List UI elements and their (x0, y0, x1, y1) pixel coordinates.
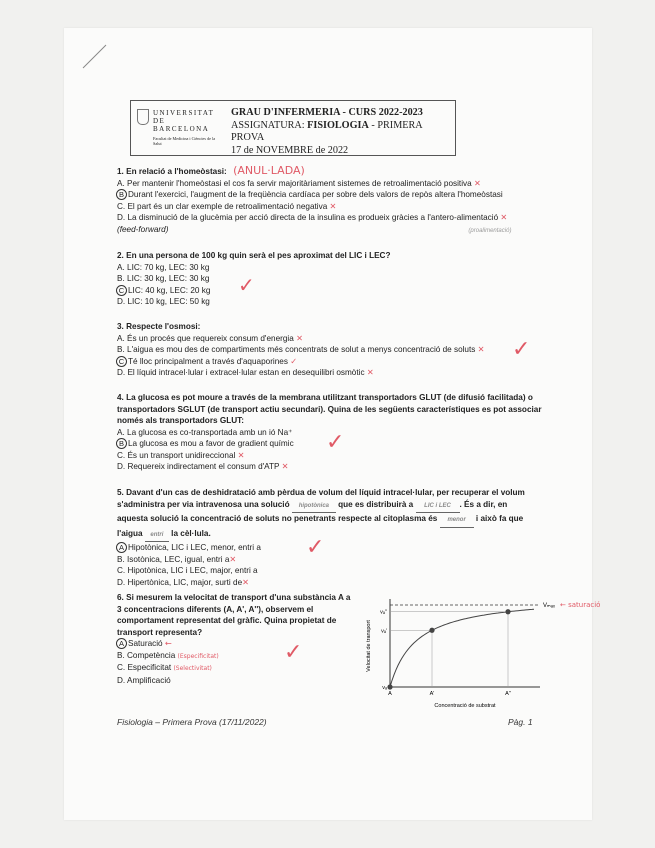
blank-2: LIC i LEC (416, 501, 460, 514)
footer-left: Fisiologia – Primera Prova (17/11/2022) (117, 717, 267, 727)
option-b: B. Isotònica, LEC, igual, entri a✕ (117, 553, 237, 564)
y-tick-label: vₐ'' (380, 609, 387, 616)
question-stem-line-3: comportament representat del gràfic. Quina propietat de (117, 616, 337, 625)
option-b: B. L'aigua es mou des de compartiments més concentrats de solut a menys concentració de soluts ✕ (117, 344, 485, 354)
option-c: C. Hipotònica, LIC i LEC, major, entri a (117, 566, 258, 575)
question-3 (117, 321, 547, 379)
check-mark: ✓ (284, 640, 303, 665)
university-name: UNIVERSITAT DE BARCELONA (153, 109, 215, 133)
degree-title: GRAU D'INFERMERIA - CURS 2022-2023 (231, 107, 423, 118)
blank-1: hipotònica (292, 501, 336, 514)
check-mark: ✓ (306, 535, 325, 560)
option-b: B Durant l'exercici, l'augment de la freqüència cardíaca per sobre dels valors de repòs altera l'homeòstasi (117, 189, 547, 201)
transport-rate-chart (360, 595, 601, 715)
question-2 (117, 250, 547, 308)
option-a: A. LIC: 70 kg, LEC: 30 kg (117, 262, 210, 272)
university-logo (139, 109, 219, 146)
option-d: D. El líquid intracel·lular i extracel·lular estan en desequilibri osmòtic ✕ (117, 367, 374, 377)
option-d: D. LIC: 10 kg, LEC: 50 kg (117, 297, 210, 306)
option-b: B La glucosa es mou a favor de gradient químic (117, 438, 547, 450)
option-d: D. Amplificació (117, 675, 171, 685)
check-mark: ✓ (326, 430, 345, 455)
page-number: Pàg. 1 (508, 717, 533, 727)
x-tick-label: A (388, 691, 392, 697)
faculty-name: Facultat de Medicina i Ciències de la Salut (153, 136, 216, 146)
option-d: D. Hipertònica, LIC, major, surti de✕ (117, 576, 250, 587)
option-d: D. Requereix indirectament el consum d'ATP ✕ (117, 461, 289, 471)
option-c: C Té lloc principalment a través d'aquaporines ✓ (117, 356, 547, 368)
option-d-continued: (feed-forward) (proalimentació) (117, 224, 512, 234)
question-stem-line-1: 6. Si mesurem la velocitat de transport d'una substància A a (117, 593, 351, 602)
data-point (505, 609, 510, 614)
question-6 (117, 592, 357, 686)
question-stem-line-2: transportadors SGLUT (de transport actiu secundari). Quina de les següents característiques es pot associar (117, 404, 542, 414)
option-c: C LIC: 40 kg, LEC: 20 kg (117, 285, 547, 297)
option-a: A. És un procés que requereix consum d'energia ✕ (117, 332, 303, 343)
question-stem: 1. En relació a l'homeòstasi: (117, 167, 227, 176)
x-axis-label: Concentració de substrat (434, 703, 496, 709)
exam-title-block (231, 107, 455, 157)
option-b: B. LIC: 30 kg, LEC: 30 kg (117, 274, 210, 283)
question-1 (117, 165, 547, 237)
y-tick-label: vₐ (382, 685, 387, 691)
question-stem-line-2: s'administra per via intravenosa una solució hipotònica que es distribuirà a LIC i LEC . És a dir, en (117, 499, 547, 514)
x-tick-label: A'' (505, 691, 511, 697)
option-d: D. La disminució de la glucèmia per acció directa de la insulina es produeix gràcies a l'antero-alimentació ✕ (117, 212, 508, 222)
saturation-curve (390, 609, 534, 687)
vmax-label: Vₘₐₓ (543, 603, 555, 609)
option-a: A. La glucosa es co-transportada amb un ió Na⁺ (117, 427, 293, 437)
vmax-annotation: ← saturació (560, 601, 601, 609)
blank-3: menor (440, 515, 474, 528)
check-mark: ✓ (238, 273, 255, 297)
pencil-note: (proalimentació) (468, 227, 512, 234)
option-a: A. Per mantenir l'homeòstasi el cos fa servir majoritàriament sistemes de retroalimentació positiva ✕ (117, 177, 481, 188)
check-mark: ✓ (512, 337, 531, 362)
option-b: B. Competència (Especificitat) (117, 650, 219, 660)
question-5 (117, 487, 547, 588)
blank-4: entri (145, 530, 169, 543)
pencil-stroke (80, 42, 110, 72)
option-c: C. És un transport unidireccional ✕ (117, 449, 245, 460)
question-stem: 2. En una persona de 100 kg quin serà el pes aproximat del LIC i LEC? (117, 251, 391, 260)
subject-line: ASSIGNATURA: FISIOLOGIA - PRIMERA PROVA (231, 119, 423, 143)
question-stem-line-3: només als transportadors GLUT: (117, 416, 244, 425)
annulled-mark: (ANUL·LADA) (233, 164, 305, 177)
question-stem: 3. Respecte l'osmosi: (117, 322, 201, 331)
question-stem-line-3: aquesta solució la concentració de soluts no penetrants respecte al citoplasma és menor i això fa que (117, 513, 547, 528)
question-stem-line-4: transport representa? (117, 627, 203, 637)
option-a: A Saturació ← (117, 638, 357, 650)
option-c: C. Especificitat (Selectivitat) (117, 663, 212, 672)
exam-header (130, 100, 456, 156)
data-point (429, 628, 434, 633)
option-a: A Hipotònica, LIC i LEC, menor, entri a (117, 542, 547, 554)
exam-date: 17 de NOVEMBRE de 2022 (231, 144, 349, 156)
x-tick-label: A' (429, 691, 435, 697)
question-stem-line-4: l'aigua entri la cèl·lula. (117, 528, 547, 543)
data-point (387, 684, 392, 689)
crest-icon (137, 109, 149, 125)
y-tick-label: vₐ' (381, 628, 387, 635)
y-axis-label: Velocitat de transport (366, 620, 372, 672)
option-c: C. El part és un clar exemple de retroalimentació negativa ✕ (117, 200, 337, 211)
question-stem-line-1: 5. Davant d'un cas de deshidratació amb pèrdua de volum del líquid intracel·lular, per recuperar el volum (117, 488, 525, 497)
question-stem-line-1: 4. La glucosa es pot moure a través de la membrana utilitzant transportadors GLUT (de difusió facilitada) o (117, 393, 533, 402)
question-stem-line-2: 3 concentracions diferents (A, A', A''), observem el (117, 604, 314, 614)
